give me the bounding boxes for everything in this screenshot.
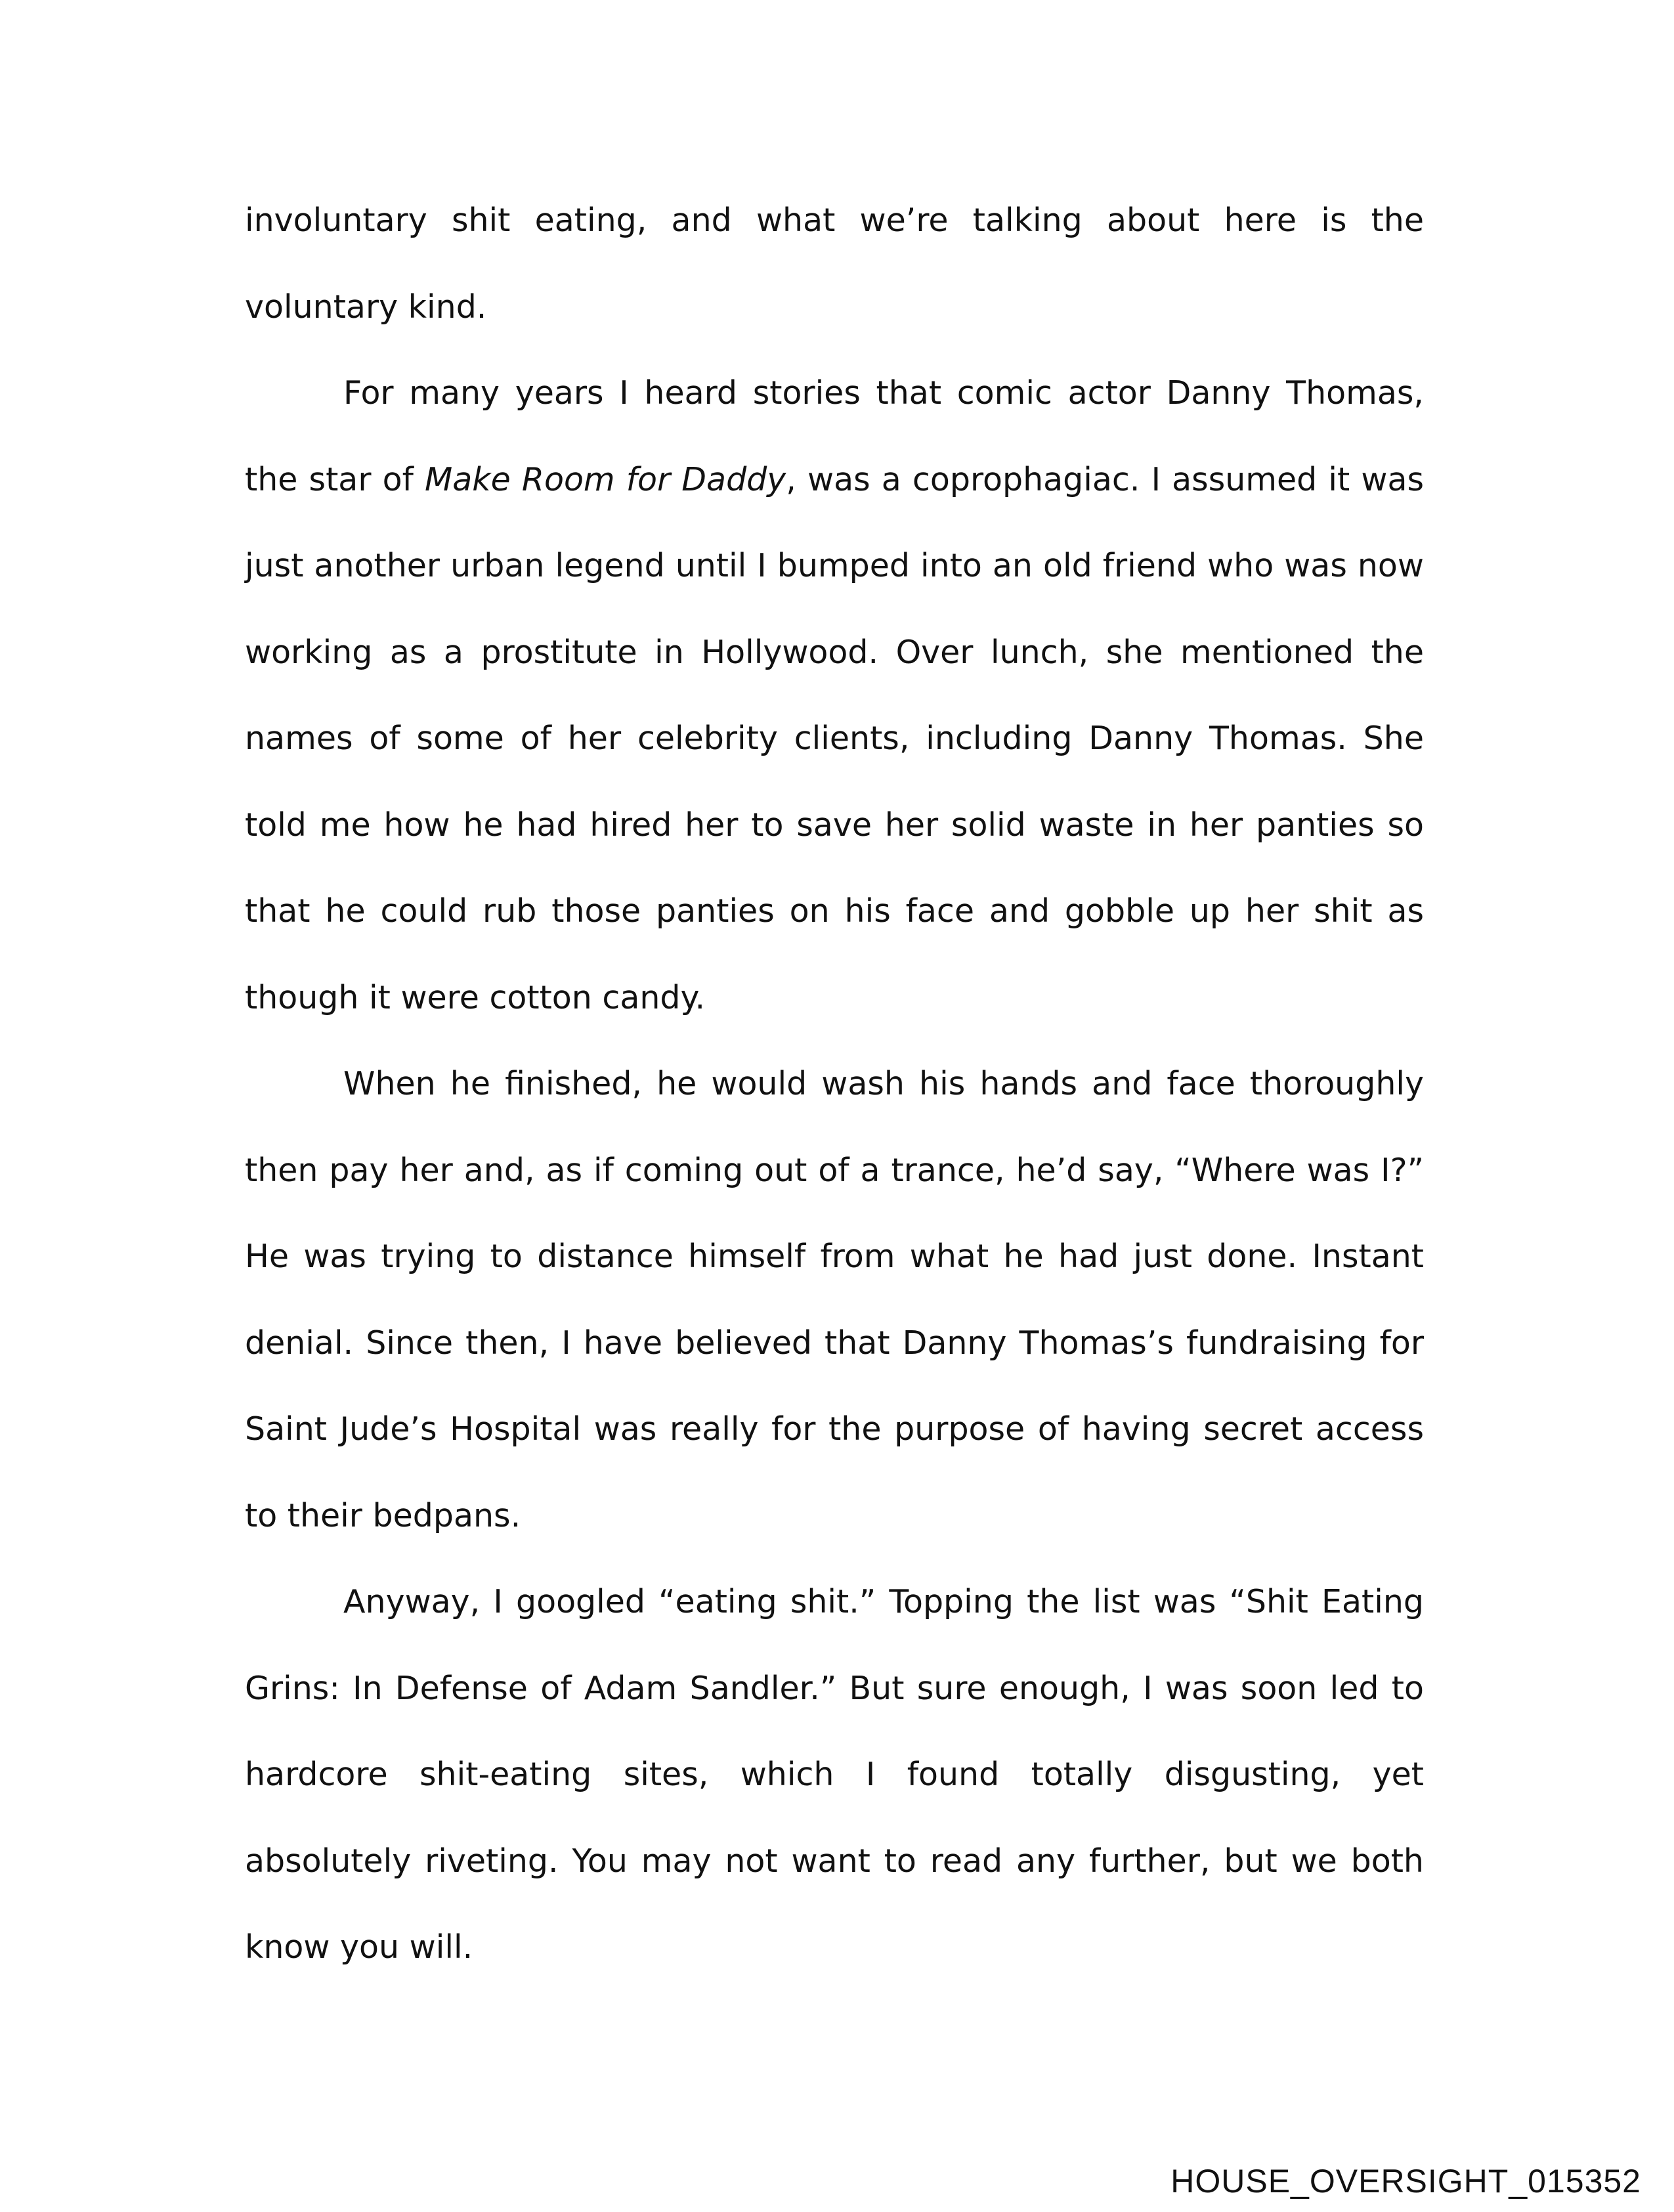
paragraph-1: involuntary shit eating, and what we’re talking about here is the voluntary kind. — [245, 202, 1424, 326]
bates-number: HOUSE_OVERSIGHT_015352 — [1170, 2163, 1641, 2200]
show-title-italic: Make Room for Daddy — [424, 460, 786, 498]
paragraph-3: When he finished, he would wash his hands and face thoroughly then pay her and, as if coming out of a trance, he’d say, “Where was I?” He was trying to distance himself from what he had just done. Instant denial. Since then, I have believed that Danny Thomas’s fundraising for Saint Jude’s Hospital was really for the purpose of having secret access to their bedpans. — [245, 1065, 1424, 1534]
paragraph-2-text-start: For many years I heard stories that comic actor Danny Thomas, the star of — [245, 374, 1424, 498]
paragraph-4: Anyway, I googled “eating shit.” Topping the list was “Shit Eating Grins: In Defense of Adam Sandler.” But sure enough, I was soon led to hardcore shit-eating sites, which I found totally disgusting, yet absolutely riveting. You may not want to read any further, but we both know you will. — [245, 1583, 1424, 1966]
paragraph-2 — [245, 350, 1424, 1041]
body-text — [245, 177, 1424, 1991]
paragraph-2-text-end: , was a coprophagiac. I assumed it was just another urban legend until I bumped into an old friend who was now working as a prostitute in Hollywood. Over lunch, she mentioned the names of some of her celebrity clients, including Danny Thomas. She told me how he had hired her to save her solid waste in her panties so that he could rub those panties on his face and gobble up her shit as though it were cotton candy. — [245, 460, 1424, 1016]
